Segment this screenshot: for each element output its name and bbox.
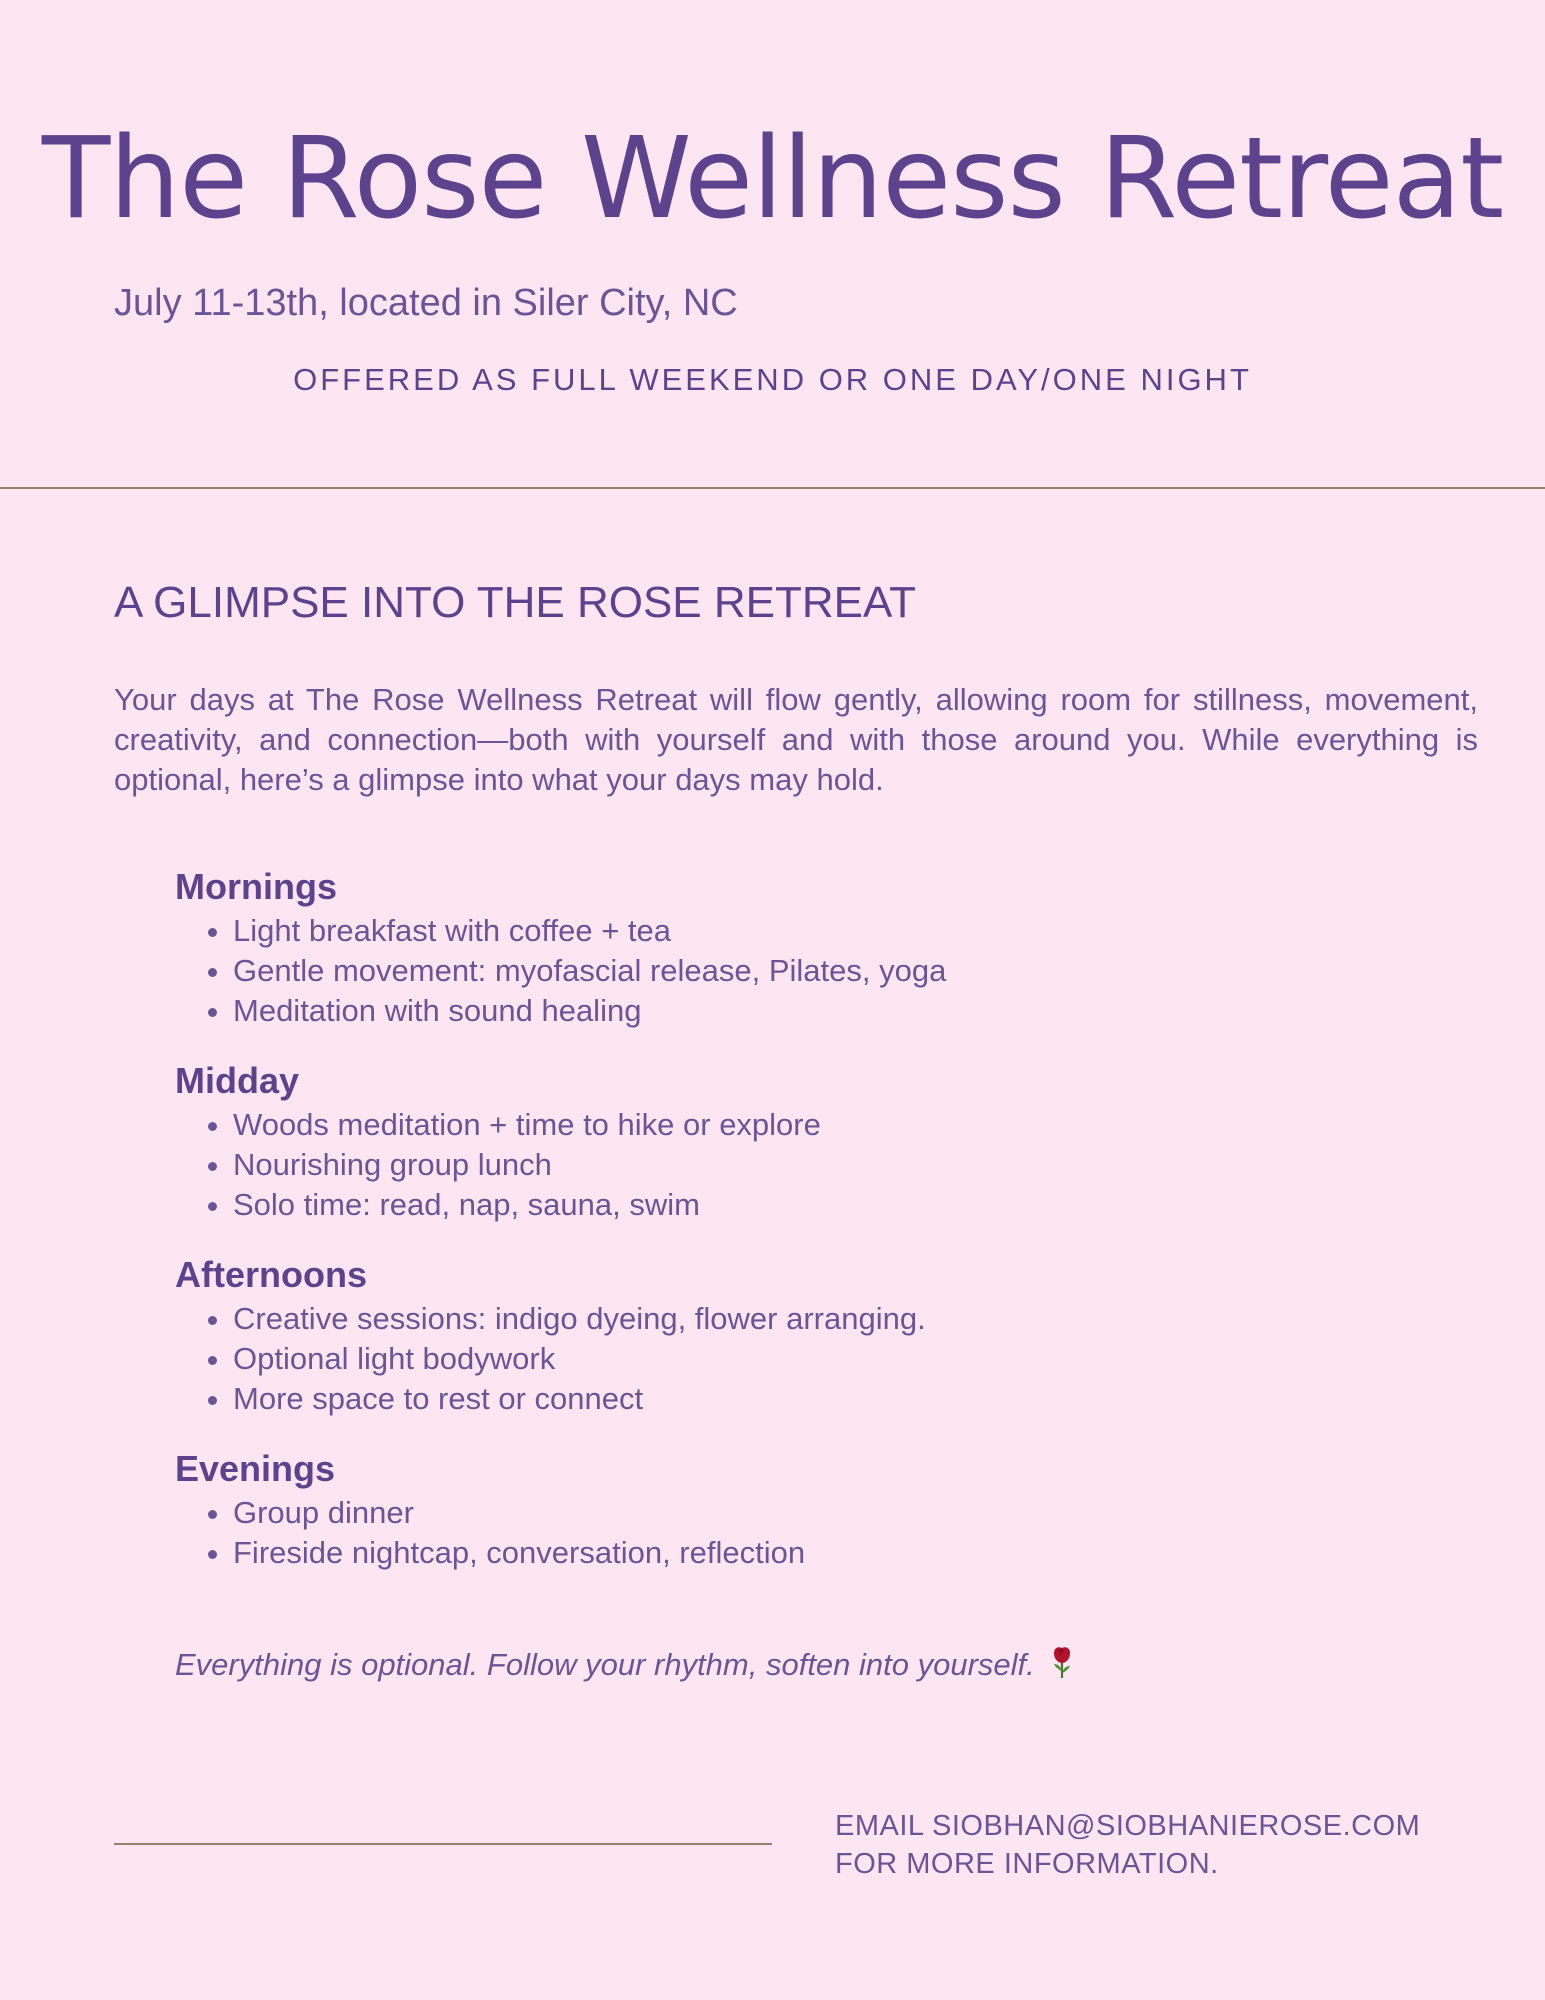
closing-text: Everything is optional. Follow your rhythm, soften into yourself. bbox=[175, 1647, 1035, 1682]
list-item: • Light breakfast with coffee + tea bbox=[233, 911, 1375, 951]
closing-note bbox=[175, 1645, 1075, 1683]
block-heading: Evenings bbox=[175, 1448, 336, 1489]
list-item: • Creative sessions: indigo dyeing, flower arranging. bbox=[233, 1299, 1375, 1339]
activity-list bbox=[175, 1105, 1375, 1225]
block-heading: Mornings bbox=[175, 866, 337, 907]
list-item: • Meditation with sound healing bbox=[233, 991, 1375, 1031]
list-item: • Solo time: read, nap, sauna, swim bbox=[233, 1185, 1375, 1225]
schedule-block-evenings bbox=[175, 1445, 1375, 1573]
activity-list bbox=[175, 911, 1375, 1031]
top-divider bbox=[0, 487, 1545, 489]
schedule-block-midday bbox=[175, 1057, 1375, 1225]
list-item: • Group dinner bbox=[233, 1493, 1375, 1533]
contact-email-line: EMAIL SIOBHAN@SIOBHANIEROSE.COM bbox=[835, 1810, 1421, 1842]
page-title: The Rose Wellness Retreat bbox=[41, 114, 1504, 244]
list-item: • Woods meditation + time to hike or explore bbox=[233, 1105, 1375, 1145]
block-heading: Afternoons bbox=[175, 1254, 367, 1295]
offer-tagline: OFFERED AS FULL WEEKEND OR ONE DAY/ONE NIGHT bbox=[293, 362, 1252, 397]
event-dates-location: July 11-13th, located in Siler City, NC bbox=[114, 282, 738, 324]
rose-icon bbox=[1049, 1645, 1075, 1679]
bottom-divider bbox=[114, 1843, 772, 1845]
contact-info bbox=[835, 1807, 1420, 1883]
list-item: • More space to rest or connect bbox=[233, 1379, 1375, 1419]
list-item: • Gentle movement: myofascial release, Pilates, yoga bbox=[233, 951, 1375, 991]
intro-paragraph: Your days at The Rose Wellness Retreat will flow gently, allowing room for stillness, movement, creativity, and connection—both with yourself and with those around you. While everything is optional, here’s a glimpse into what your days may hold. bbox=[114, 682, 1478, 797]
list-item: • Nourishing group lunch bbox=[233, 1145, 1375, 1185]
section-heading: A GLIMPSE INTO THE ROSE RETREAT bbox=[114, 578, 916, 627]
block-heading: Midday bbox=[175, 1060, 300, 1101]
list-item: • Fireside nightcap, conversation, reflection bbox=[233, 1533, 1375, 1573]
activity-list bbox=[175, 1299, 1375, 1419]
list-item: • Optional light bodywork bbox=[233, 1339, 1375, 1379]
schedule-block-afternoons bbox=[175, 1251, 1375, 1419]
contact-more-info-line: FOR MORE INFORMATION. bbox=[835, 1848, 1219, 1880]
schedule bbox=[175, 863, 1375, 1599]
activity-list bbox=[175, 1493, 1375, 1573]
schedule-block-mornings bbox=[175, 863, 1375, 1031]
